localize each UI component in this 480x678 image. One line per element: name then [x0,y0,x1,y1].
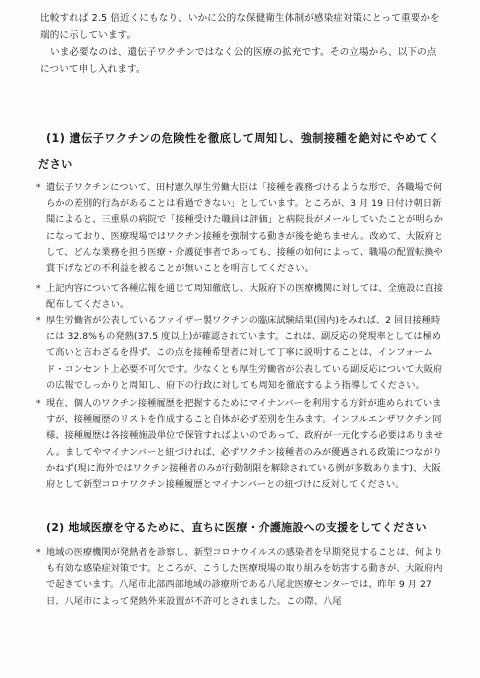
bullet-text: 現在、個人のワクチン接種履歴を把握するためにマイナンバーを利用する方針が進められていますが、接種履歴のリストを作成すること自体が必ず差別を生みます。インフルエンザワクチン同様、接種履歴は各接種施設単位で保管すればよいのであって、政府が一元化する必要はありません。ましてやマイナンバーと紐づければ、必ずワクチン接種者のみが優遇される政策につながりかねず(現に海外ではワクチン接種者のみが行動制限を解除されている例が多数あります)、大阪府として新型コロナワクチン接種履歴とマイナンバーとの紐づけに反対してください。 [46,398,443,491]
section-1-heading-continued: ださい [38,158,73,171]
section-1-bullet-4 [36,396,448,493]
intro-paragraph-2-text: いま必要なのは、遺伝子ワクチンではなく公的医療の拡充です。その立場から、以下の点について申し入れます。 [40,47,437,75]
section-1-bullet-1 [36,180,448,277]
section-1-bullet-3 [36,313,448,394]
bullet-text: 地域の医療機関が発熱者を診察し、新型コロナウイルスの感染者を早期発見することは、何よりも有効な感染症対策です。ところが、こうした医療現場の取り組みを妨害する動きが、大阪府内で起きています。八尾市北部西部地域の診療所である八尾北医療センターでは、昨年 9 月 27 日、八尾市によって発熱外来設置が不許可とされました。この際、八尾 [46,547,443,607]
bullet-text: 遺伝子ワクチンについて、田村憲久厚生労働大臣は「接種を義務づけるような形で、各職場で何らかの差別的行為があることは看過できない」としています。ところが、3 月 19 日付け朝日新聞によると、三重県の病院で「接種受けた職員は評価」と病院長がメールしていたことが明らかになっており、医療現場ではワクチン接種を強制する動きが後を絶ちません。改めて、大阪府として、どんな業務を担う医療・介護従事者であっても、接種の如何によって、職場の配置転換や賞下げなどの不利益を被ることが無いことを明言してください。 [46,182,444,275]
bullet-mark: * [36,183,41,193]
bullet-text: 上記内容について各種広報を通じて周知徹底し、大阪府下の医療機関に対しては、全施設に直接配布してください。 [46,283,444,311]
bullet-mark: * [36,284,41,294]
intro-paragraph-1: 比較すれば 2.5 倍近くにもなり、いかに公的な保健衛生体制が感染症対策にとって重要かを端的に示しています。 [40,13,440,41]
intro-paragraph-2 [40,44,440,78]
section-2-heading: (2) 地域医療を守るために、直ちに医療・介護施設への支援をしてください [46,521,427,534]
section-1-bullet-2 [36,281,448,313]
bullet-mark: * [36,399,41,409]
bullet-mark: * [36,316,41,326]
section-1-heading: (1) 遺伝子ワクチンの危険性を徹底して周知し、強制接種を絶対にやめてく [46,132,440,145]
bullet-mark: * [36,548,41,558]
section-2-bullet-1 [36,545,448,610]
bullet-text: 厚生労働省が公表しているファイザー製ワクチンの臨床試験結果(国内)をみれば、2 回目接種時には 32.8%もの発熱(37.5 度以上)が確認されています。これは、副反応の発現率としては極めて高いと言わざるを得ず、この点を接種希望者に対して丁寧に説明することは、インフォームド・コンセント上必要不可欠です。少なくとも厚生労働省が公表している副反応について大阪府の広報でしっかりと周知し、府下の行政に対しても周知を徹底するよう指導してください。 [46,315,443,391]
